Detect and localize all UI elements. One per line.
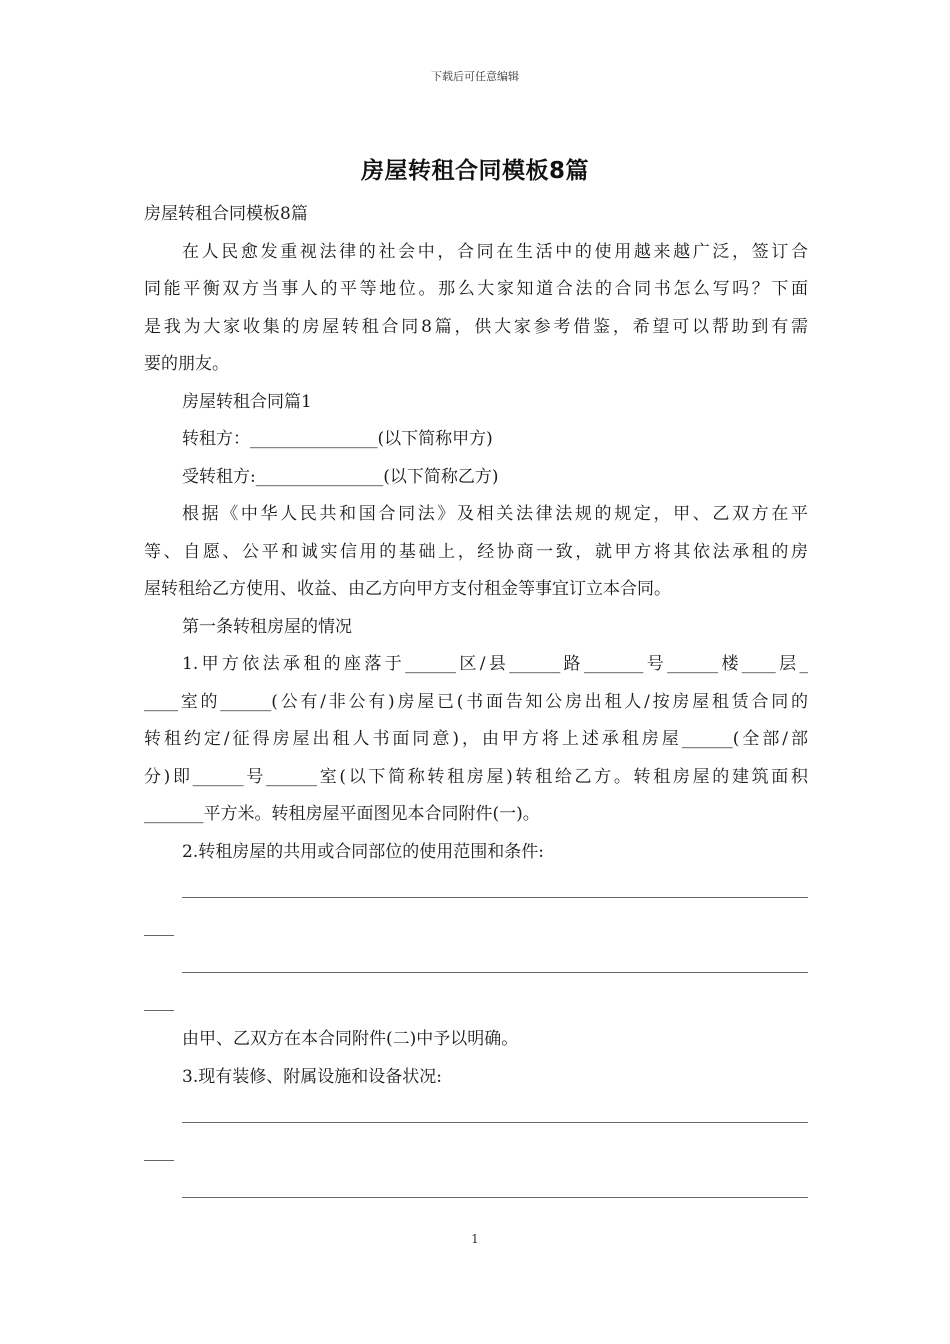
- blank-line: [144, 935, 174, 936]
- clause-2: 2.转租房屋的共用或合同部位的使用范围和条件:: [182, 841, 544, 862]
- fill-in-blank: [144, 1096, 808, 1171]
- page-number: 1: [471, 1232, 479, 1246]
- party-b-line: 受转租方:_______________(以下简称乙方): [182, 466, 499, 487]
- clause-2-note: 由甲、乙双方在本合同附件(二)中予以明确。: [182, 1029, 519, 1049]
- fill-in-blank: [144, 946, 808, 1021]
- intro-line: 在人民愈发重视法律的社会中，合同在生活中的使用越来越广泛，签订合: [182, 241, 808, 262]
- document-title: 房屋转租合同模板8篇: [360, 158, 589, 184]
- party-a-line: 转租方：_______________(以下简称甲方): [182, 429, 493, 449]
- blank-line: [182, 897, 808, 898]
- basis-line: 屋转租给乙方使用、收益、由乙方向甲方支付租金等事宜订立本合同。: [144, 579, 671, 599]
- blank-line: [182, 1197, 808, 1198]
- document-subtitle: 房屋转租合同模板8篇: [144, 204, 308, 224]
- header-note: 下载后可任意编辑: [431, 70, 519, 83]
- blank-line: [144, 1160, 174, 1161]
- clause-line: 转租约定/征得房屋出租人书面同意)，由甲方将上述承租房屋______(全部/部: [144, 729, 808, 749]
- intro-line: 同能平衡双方当事人的平等地位。那么大家知道合法的合同书怎么写吗？下面: [144, 279, 808, 299]
- basis-line: 根据《中华人民共和国合同法》及相关法律法规的规定，甲、乙双方在平: [182, 504, 808, 524]
- blank-line: [144, 1010, 174, 1011]
- section-heading: 房屋转租合同篇1: [182, 391, 312, 412]
- clause-3: 3.现有装修、附属设施和设备状况:: [182, 1066, 442, 1087]
- blank-line: [182, 972, 808, 973]
- clause-line: ____室的______(公有/非公有)房屋已(书面告知公房出租人/按房屋租赁合同的: [144, 691, 808, 712]
- clause-line: 分)即______号______室(以下简称转租房屋)转租给乙方。转租房屋的建筑面积: [144, 766, 808, 787]
- document-body: [144, 196, 808, 1211]
- fill-in-blank: [144, 871, 808, 946]
- basis-line: 等、自愿、公平和诚实信用的基础上，经协商一致，就甲方将其依法承租的房: [144, 541, 808, 562]
- article-heading: 第一条转租房屋的情况: [182, 616, 352, 637]
- intro-line: 是我为大家收集的房屋转租合同8篇，供大家参考借鉴，希望可以帮助到有需: [144, 316, 808, 337]
- intro-line: 要的朋友。: [144, 354, 229, 374]
- fill-in-blank: [144, 1171, 808, 1211]
- clause-line: _______平方米。转租房屋平面图见本合同附件(一)。: [144, 804, 540, 824]
- clause-line: 1.甲方依法承租的座落于______区/县______路_______号______楼____层_: [182, 654, 808, 674]
- blank-line: [182, 1122, 808, 1123]
